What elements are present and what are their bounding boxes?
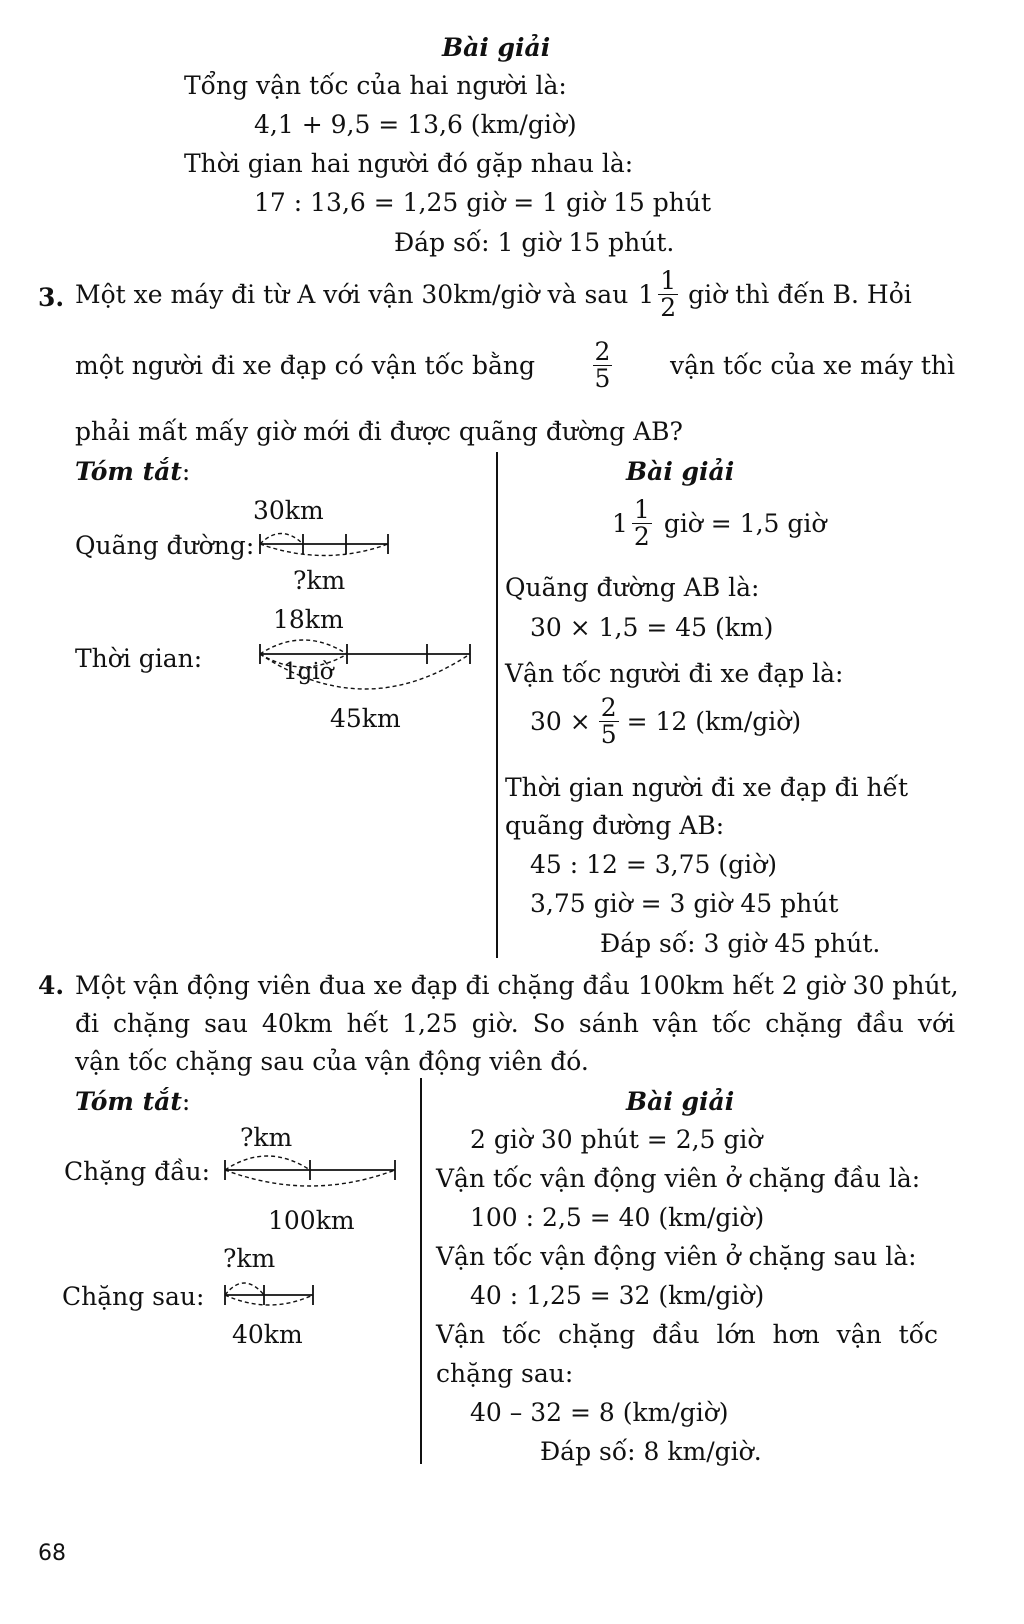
- summary-colon: :: [181, 1087, 191, 1116]
- problem3-number: 3.: [38, 283, 65, 312]
- problem4-statement-line3: vận tốc chặng sau của vận động viên đó.: [75, 1047, 589, 1076]
- prev-solution-title: Bài giải: [442, 33, 551, 62]
- problem3-solution-line: Thời gian người đi xe đạp đi hết: [505, 773, 909, 802]
- summary-colon: :: [181, 457, 191, 486]
- problem3-time-fraction: [658, 268, 678, 322]
- problem3-text: Một xe máy đi từ A với vận 30km/giờ và sau: [75, 280, 629, 309]
- summary-title-text: Tóm tắt: [75, 1087, 182, 1116]
- problem3-time-whole: 1: [638, 280, 655, 309]
- fraction-denominator: 5: [594, 364, 611, 394]
- problem3-distance-top-label: 30km: [253, 496, 324, 525]
- summary-title-text: Tóm tắt: [75, 457, 182, 486]
- problem3-text: giờ thì đến B. Hỏi: [688, 280, 912, 309]
- problem3-column-divider: [496, 452, 498, 958]
- problem3-time-label: Thời gian:: [75, 644, 203, 673]
- problem3-distance-label: Quãng đường:: [75, 531, 255, 560]
- problem3-mixed-number: [638, 268, 682, 322]
- problem3-ratio-fraction: [593, 339, 613, 393]
- prev-solution-line: Tổng vận tốc của hai người là:: [184, 71, 567, 100]
- problem4-second-bottom-label: 40km: [232, 1320, 303, 1349]
- fraction-denominator: 2: [660, 293, 677, 323]
- fraction-numerator: 1: [660, 266, 677, 295]
- problem4-column-divider: [420, 1078, 422, 1464]
- problem3-solution-line: Vận tốc người đi xe đạp là:: [505, 659, 844, 688]
- problem4-second-top-label: ?km: [223, 1244, 276, 1273]
- problem4-solution-line: 100 : 2,5 = 40 (km/giờ): [470, 1203, 765, 1232]
- problem4-solution-title: Bài giải: [626, 1087, 735, 1116]
- fraction-numerator: 1: [633, 495, 650, 524]
- problem3-solution-line: Quãng đường AB là:: [505, 573, 760, 602]
- problem4-second-label: Chặng sau:: [62, 1282, 205, 1311]
- problem3-text: một người đi xe đạp có vận tốc bằng: [75, 351, 535, 380]
- fraction-numerator: 2: [600, 693, 617, 722]
- problem4-summary-title: [75, 1088, 190, 1116]
- prev-solution-line: Thời gian hai người đó gặp nhau là:: [184, 149, 634, 178]
- problem3-solution-line1: [612, 497, 826, 551]
- problem4-statement-line2: [75, 1010, 955, 1038]
- problem3-solution-line: quãng đường AB:: [505, 811, 725, 840]
- problem3-time-bottom-label: 45km: [330, 704, 401, 733]
- problem3-solution-line: 3,75 giờ = 3 giờ 45 phút: [530, 889, 839, 918]
- problem3-time-inner-label: 1giờ: [283, 659, 334, 685]
- mixed-whole: 1: [612, 509, 628, 538]
- problem4-solution-line: Vận tốc vận động viên ở chặng sau là:: [436, 1242, 917, 1271]
- solution-text: Vận tốc chặng đầu lớn hơn vận tốc: [436, 1320, 938, 1349]
- problem4-solution-line: 40 : 1,25 = 32 (km/giờ): [470, 1281, 765, 1310]
- problem3-statement-line1: [75, 268, 912, 322]
- solution-text: giờ = 1,5 giờ: [663, 509, 827, 538]
- fraction-numerator: 2: [594, 337, 611, 366]
- problem3-statement-line2: [75, 339, 955, 393]
- problem4-statement-line1: Một vận động viên đua xe đạp đi chặng đầu 100km hết 2 giờ 30 phút,: [75, 971, 959, 1000]
- problem3-summary-title: [75, 458, 190, 486]
- problem4-solution-line: 2 giờ 30 phút = 2,5 giờ: [470, 1125, 763, 1154]
- solution-fraction: [599, 695, 619, 749]
- problem3-solution-line5: [530, 695, 801, 749]
- problem3-distance-bottom-label: ?km: [293, 566, 346, 595]
- problem3-statement-line3: phải mất mấy giờ mới đi được quãng đường AB?: [75, 417, 683, 446]
- problem3-text: vận tốc của xe máy thì: [669, 351, 955, 380]
- fraction-denominator: 5: [600, 720, 617, 750]
- problem3-time-top-label: 18km: [273, 605, 344, 634]
- problem4-text: đi chặng sau 40km hết 1,25 giờ. So sánh vận tốc chặng đầu với: [75, 1009, 955, 1038]
- problem4-second-diagram: [220, 1275, 330, 1315]
- problem4-first-bottom-label: 100km: [268, 1206, 355, 1235]
- problem4-first-label: Chặng đầu:: [64, 1157, 211, 1186]
- solution-mixed-number: [612, 497, 656, 551]
- problem3-distance-diagram: [255, 525, 395, 565]
- solution-text: = 12 (km/giờ): [626, 707, 802, 736]
- prev-solution-answer: Đáp số: 1 giờ 15 phút.: [394, 228, 675, 257]
- solution-text: 30 ×: [530, 707, 591, 736]
- problem4-solution-line: Vận tốc vận động viên ở chặng đầu là:: [436, 1164, 921, 1193]
- solution-fraction: [632, 497, 652, 551]
- problem3-solution-line: 45 : 12 = 3,75 (giờ): [530, 850, 777, 879]
- problem3-answer: Đáp số: 3 giờ 45 phút.: [600, 929, 881, 958]
- problem4-solution-line: 40 – 32 = 8 (km/giờ): [470, 1398, 729, 1427]
- problem4-answer: Đáp số: 8 km/giờ.: [540, 1437, 762, 1466]
- fraction-denominator: 2: [633, 522, 650, 552]
- problem4-solution-line: chặng sau:: [436, 1359, 574, 1388]
- problem4-first-top-label: ?km: [240, 1123, 293, 1152]
- problem4-number: 4.: [38, 971, 65, 1000]
- problem4-solution-line: [436, 1321, 938, 1349]
- problem3-solution-title: Bài giải: [626, 457, 735, 486]
- problem4-first-diagram: [220, 1150, 410, 1200]
- problem3-solution-line: 30 × 1,5 = 45 (km): [530, 613, 774, 642]
- prev-solution-line: 17 : 13,6 = 1,25 giờ = 1 giờ 15 phút: [254, 188, 711, 217]
- page-number: 68: [38, 1541, 66, 1566]
- prev-solution-line: 4,1 + 9,5 = 13,6 (km/giờ): [254, 110, 577, 139]
